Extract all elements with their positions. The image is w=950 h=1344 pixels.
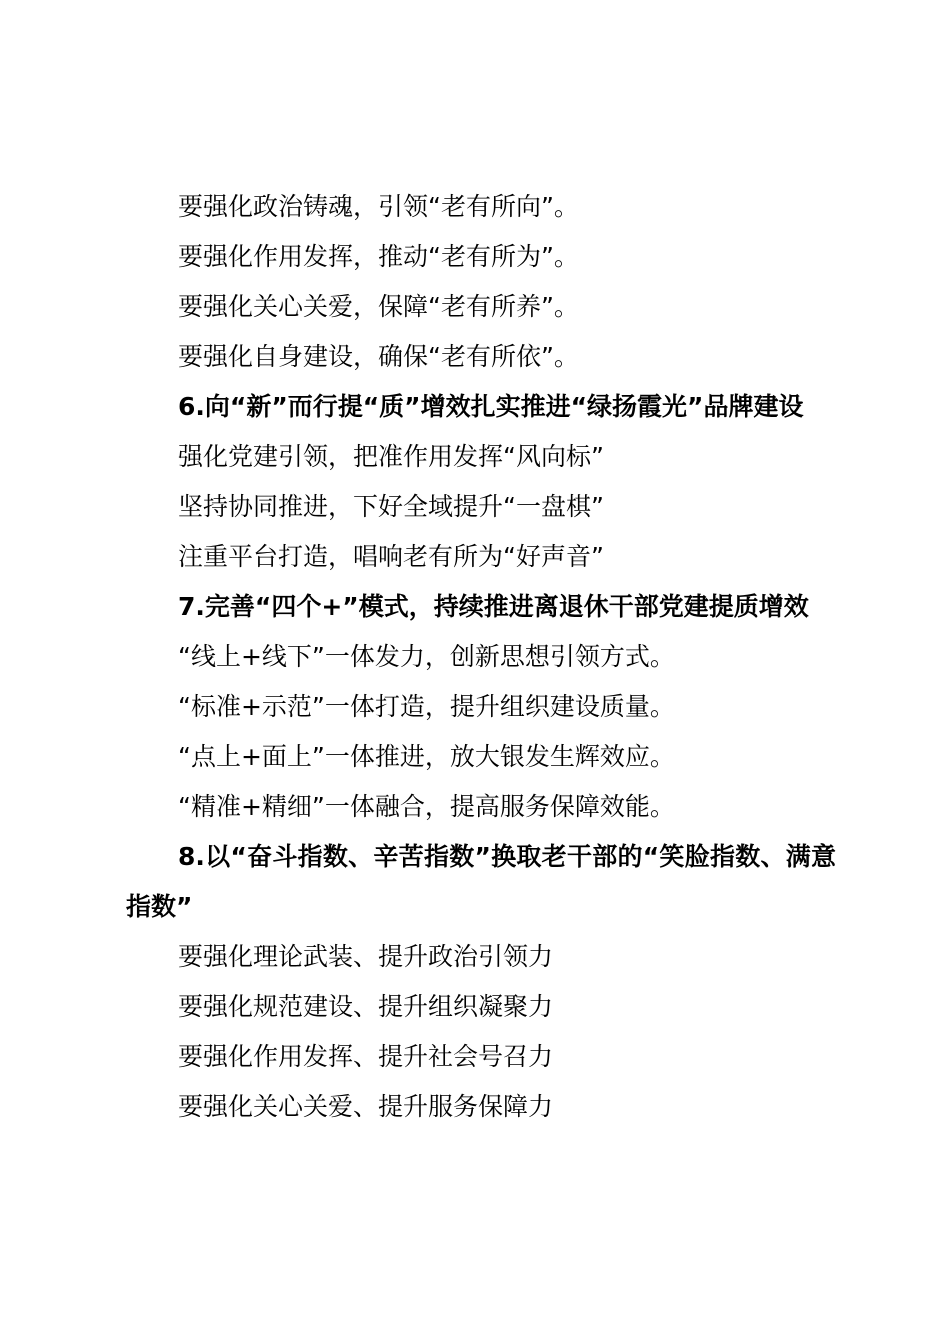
section-heading-8: 8.以“奋斗指数、辛苦指数”换取老干部的“笑脸指数、满意指数” — [126, 842, 836, 921]
document-body — [126, 182, 836, 1132]
section-heading-6: 6.向“新”而行提“质”增效扎实推进“绿扬霞光”品牌建设 — [178, 392, 804, 421]
list-item: “点上+面上”一体推进，放大银发生辉效应。 — [178, 742, 675, 771]
list-item: “精准+精细”一体融合，提高服务保障效能。 — [178, 792, 675, 821]
list-item: 要强化关心关爱，保障“老有所养”。 — [178, 292, 579, 321]
list-item: 要强化作用发挥，推动“老有所为”。 — [178, 242, 579, 271]
list-item: 坚持协同推进，下好全域提升“一盘棋” — [178, 492, 604, 521]
list-item: 要强化关心关爱、提升服务保障力 — [178, 1092, 554, 1121]
list-item: 要强化理论武装、提升政治引领力 — [178, 942, 554, 971]
list-item: 要强化自身建设，确保“老有所依”。 — [178, 342, 579, 371]
section-heading-7: 7.完善“四个+”模式，持续推进离退休干部党建提质增效 — [178, 592, 809, 621]
list-item: “线上+线下”一体发力，创新思想引领方式。 — [178, 642, 675, 671]
list-item: 要强化作用发挥、提升社会号召力 — [178, 1042, 554, 1071]
list-item: 要强化政治铸魂，引领“老有所向”。 — [178, 192, 579, 221]
list-item: 要强化规范建设、提升组织凝聚力 — [178, 992, 554, 1021]
list-item: “标准+示范”一体打造，提升组织建设质量。 — [178, 692, 675, 721]
list-item: 注重平台打造，唱响老有所为“好声音” — [178, 542, 604, 571]
list-item: 强化党建引领，把准作用发挥“风向标” — [178, 442, 604, 471]
